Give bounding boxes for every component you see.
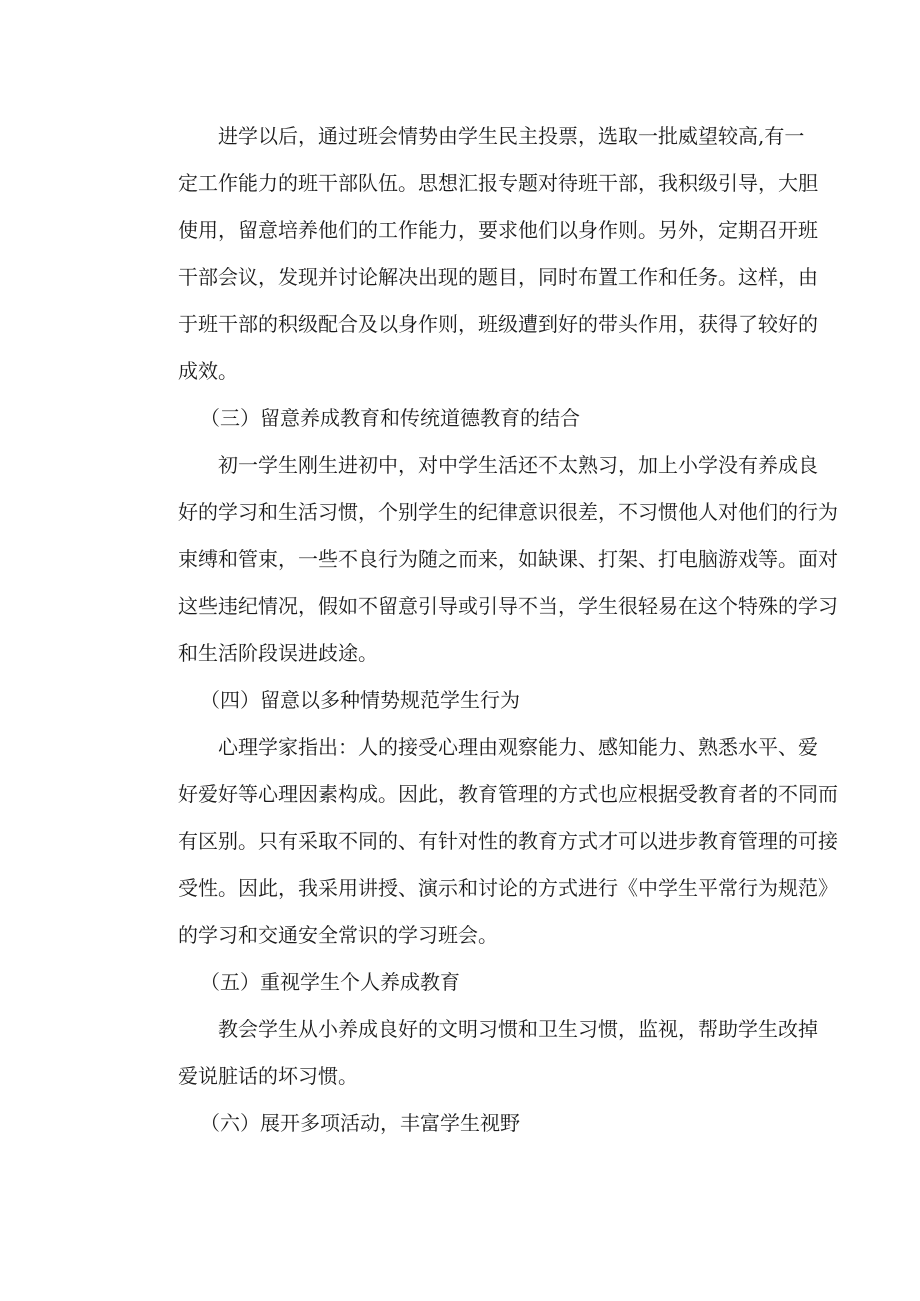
paragraph-line: 有区别。只有采取不同的、有针对性的教育方式才可以进步教育管理的可接 (178, 829, 838, 853)
paragraph-psychology (138, 724, 838, 959)
paragraph-good-habits (138, 1006, 818, 1100)
paragraph-line: 这些违纪情况，假如不留意引导或引导不当，学生很轻易在这个特殊的学习 (178, 594, 838, 618)
paragraph-line: 使用，留意培养他们的工作能力，要求他们以身作则。另外，定期召开班 (178, 218, 818, 242)
paragraph-line: 的学习和交通安全常识的学习班会。 (178, 923, 498, 947)
paragraph-line: 成效。 (178, 359, 238, 383)
paragraph-line: 于班干部的积级配合及以身作则，班级遭到好的带头作用，获得了较好的 (178, 312, 818, 336)
paragraph-line: 初一学生刚生进初中，对中学生活还不太熟习，加上小学没有养成良 (218, 453, 818, 477)
paragraph-habit-education (138, 442, 838, 677)
paragraph-line: 教会学生从小养成良好的文明习惯和卫生习惯，监视，帮助学生改掉 (218, 1017, 818, 1041)
paragraph-line: 和生活阶段误进歧途。 (178, 641, 378, 665)
paragraph-line: 心理学家指出：人的接受心理由观察能力、感知能力、熟悉水平、爱 (218, 735, 818, 759)
document-body (138, 113, 838, 1147)
paragraph-line: 受性。因此，我采用讲授、演示和讨论的方式进行《中学生平常行为规范》 (178, 876, 838, 900)
section-heading-4: （四）留意以多种情势规范学生行为 (200, 688, 520, 712)
paragraph-line: 好爱好等心理因素构成。因此，教育管理的方式也应根据受教育者的不同而 (178, 782, 838, 806)
section-heading-6: （六）展开多项活动，丰富学生视野 (200, 1111, 520, 1135)
paragraph-line: 定工作能力的班干部队伍。思想汇报专题对待班干部，我积级引导，大胆 (178, 171, 818, 195)
paragraph-line: 干部会议，发现并讨论解决出现的题目，同时布置工作和任务。这样，由 (178, 265, 818, 289)
paragraph-line: 束缚和管束，一些不良行为随之而来，如缺课、打架、打电脑游戏等。面对 (178, 547, 838, 571)
paragraph-line: 进学以后，通过班会情势由学生民主投票，选取一批威望较高,有一 (218, 124, 805, 148)
paragraph-line: 好的学习和生活习惯，个别学生的纪律意识很差，不习惯他人对他们的行为 (178, 500, 838, 524)
paragraph-class-cadres (138, 113, 818, 395)
paragraph-line: 爱说脏话的坏习惯。 (178, 1064, 358, 1088)
section-heading-5: （五）重视学生个人养成教育 (200, 970, 460, 994)
section-heading-3: （三）留意养成教育和传统道德教育的结合 (200, 406, 580, 430)
